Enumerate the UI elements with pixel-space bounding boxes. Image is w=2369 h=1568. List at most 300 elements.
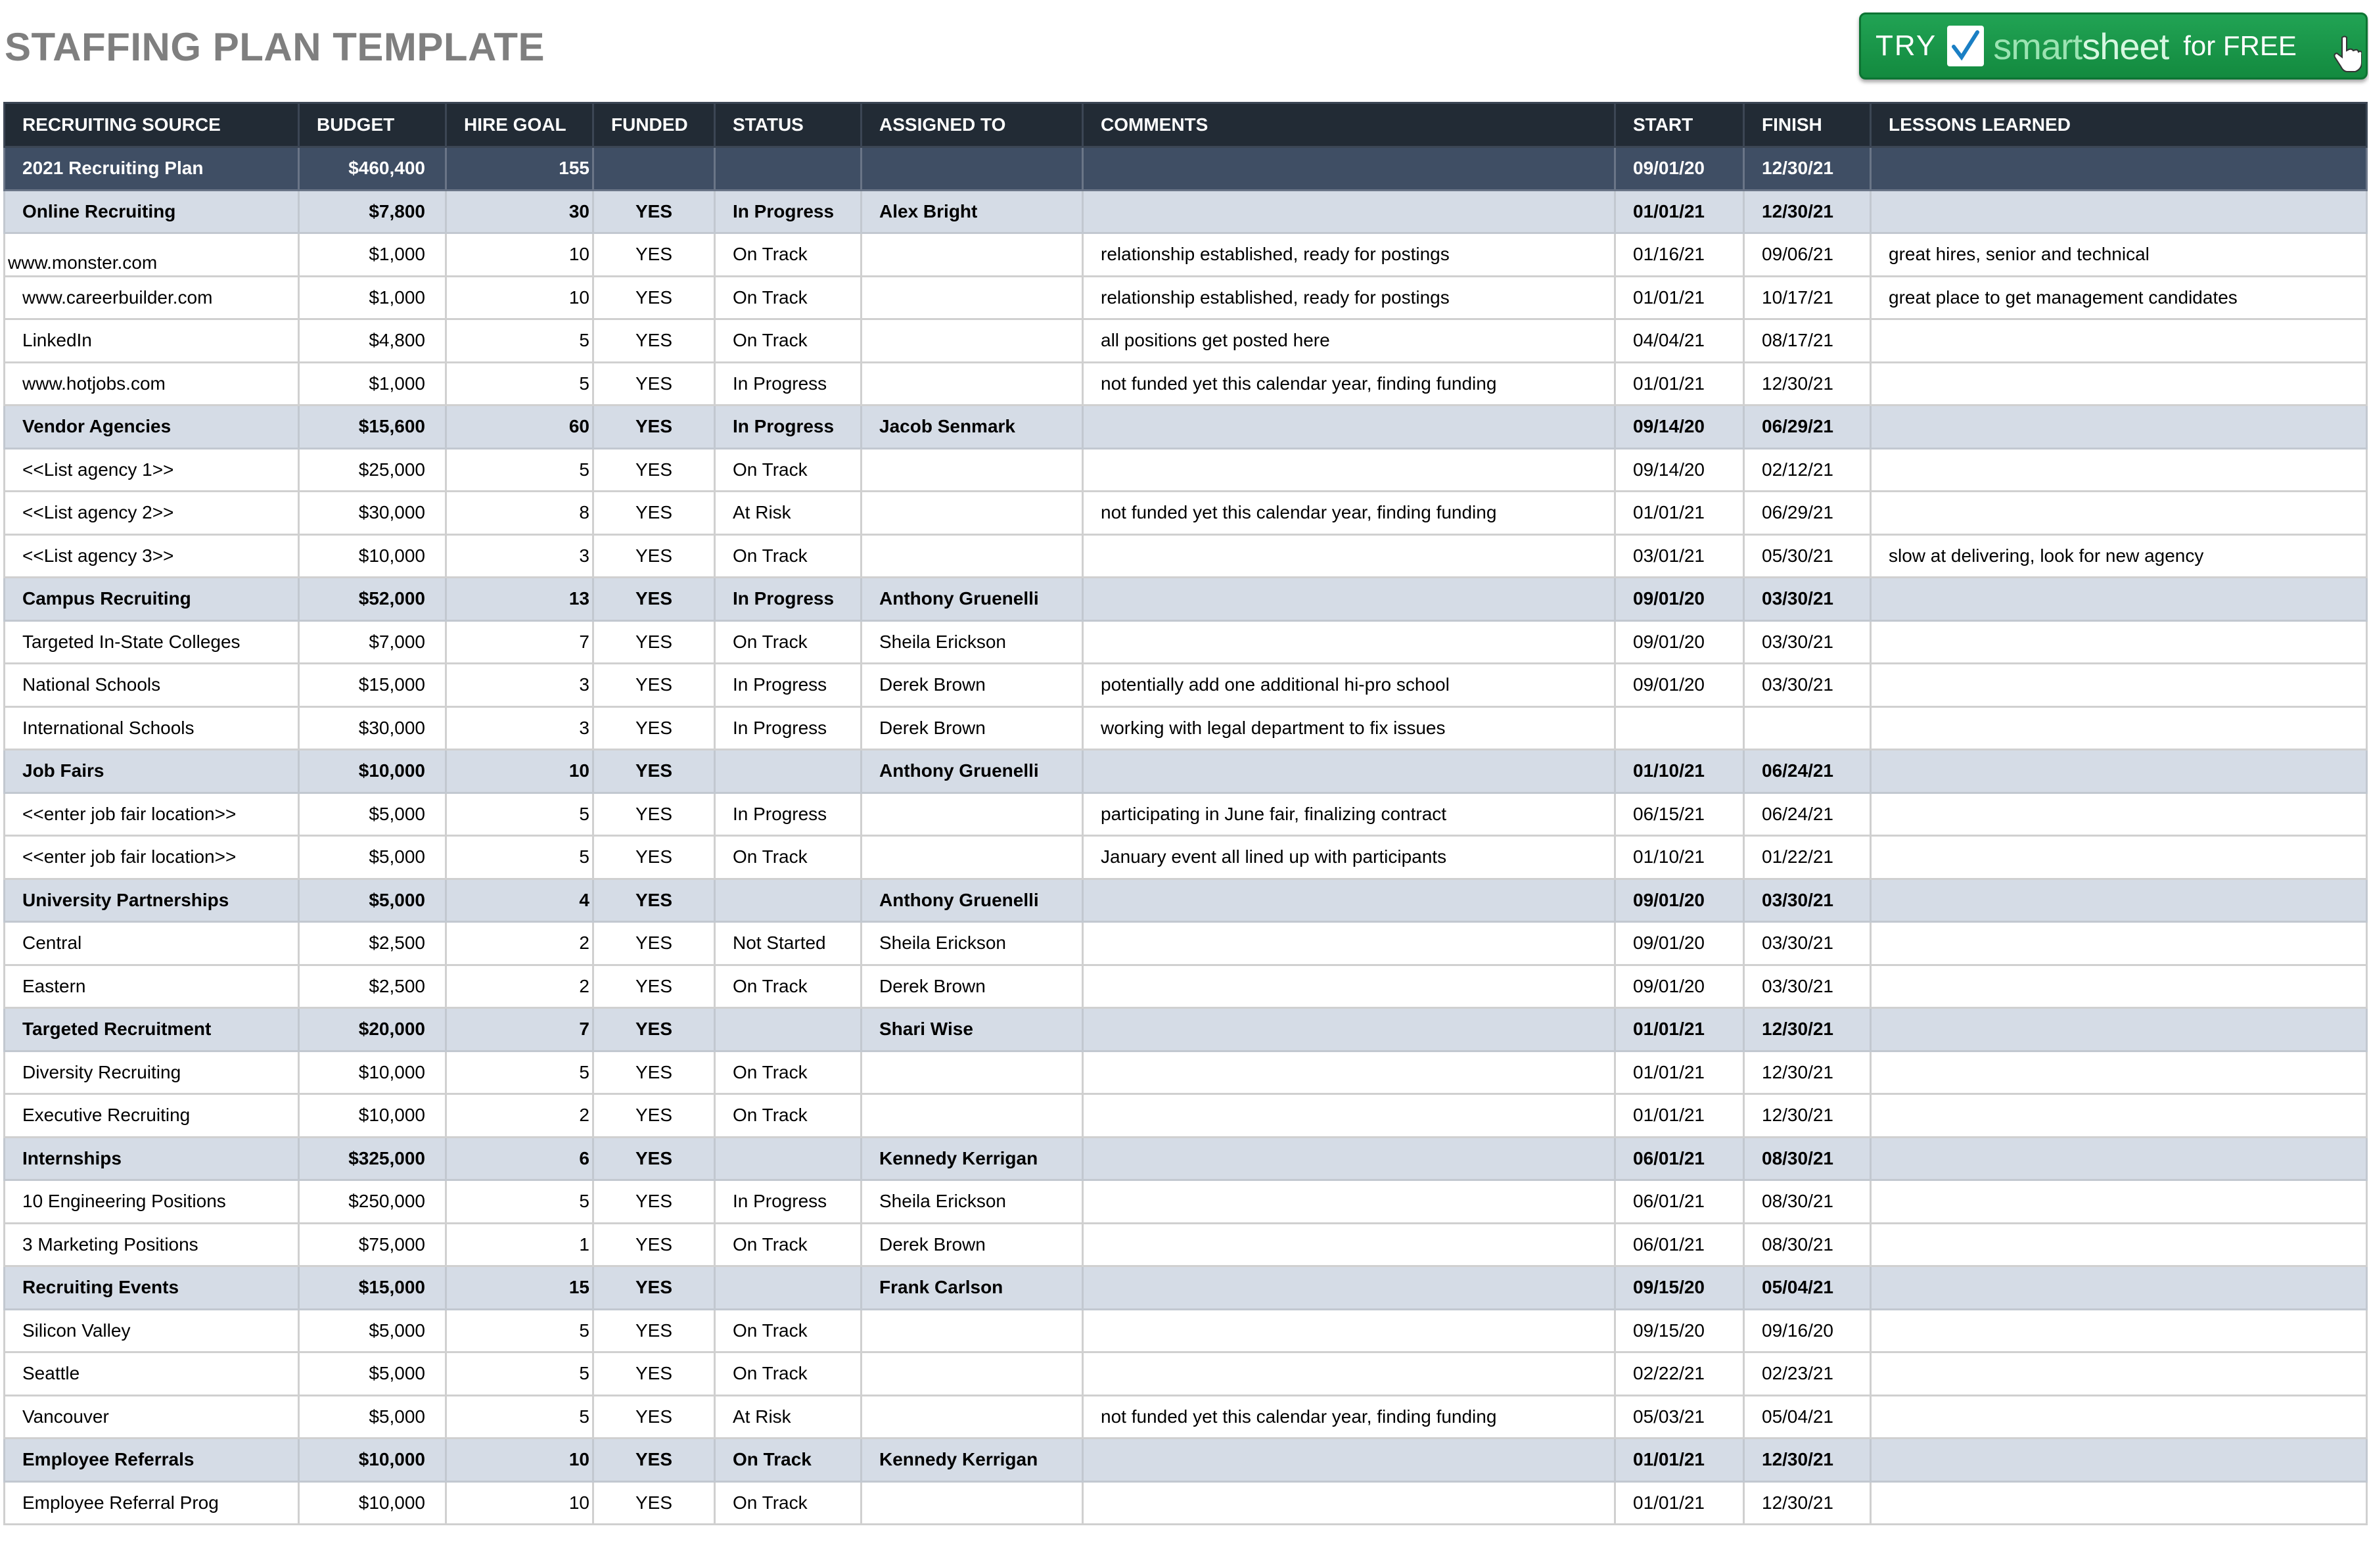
column-header-budget[interactable]: BUDGET: [299, 103, 446, 147]
cell-recruiting-source[interactable]: Silicon Valley: [5, 1309, 299, 1352]
cell-comments[interactable]: [1083, 448, 1615, 492]
cell-funded[interactable]: YES: [593, 1266, 715, 1310]
cell-comments[interactable]: [1083, 1223, 1615, 1266]
cell-status[interactable]: On Track: [715, 319, 862, 363]
cell-finish[interactable]: 10/17/21: [1744, 276, 1871, 319]
cell-status[interactable]: At Risk: [715, 492, 862, 535]
cell-comments[interactable]: [1083, 190, 1615, 233]
cell-status[interactable]: On Track: [715, 836, 862, 879]
cell-budget[interactable]: $15,000: [299, 664, 446, 707]
cell-funded[interactable]: YES: [593, 879, 715, 922]
cell-recruiting-source[interactable]: Employee Referral Prog: [5, 1481, 299, 1525]
cell-status[interactable]: On Track: [715, 965, 862, 1008]
cell-hire-goal[interactable]: 6: [446, 1137, 593, 1180]
cell-finish[interactable]: 06/24/21: [1744, 793, 1871, 836]
cell-start[interactable]: 01/01/21: [1615, 1439, 1744, 1482]
cell-start[interactable]: [1615, 706, 1744, 750]
cell-start[interactable]: 09/15/20: [1615, 1309, 1744, 1352]
cell-lessons-learned[interactable]: [1871, 1008, 2367, 1051]
cell-recruiting-source[interactable]: Vancouver: [5, 1395, 299, 1439]
cell-hire-goal[interactable]: 3: [446, 664, 593, 707]
cell-finish[interactable]: 12/30/21: [1744, 1439, 1871, 1482]
cell-assigned-to[interactable]: [862, 492, 1083, 535]
cell-assigned-to[interactable]: Kennedy Kerrigan: [862, 1137, 1083, 1180]
cell-recruiting-source[interactable]: LinkedIn: [5, 319, 299, 363]
cell-recruiting-source[interactable]: National Schools: [5, 664, 299, 707]
cell-assigned-to[interactable]: [862, 233, 1083, 277]
cell-status[interactable]: On Track: [715, 1051, 862, 1094]
cell-lessons-learned[interactable]: [1871, 1051, 2367, 1094]
cell-start[interactable]: 01/01/21: [1615, 492, 1744, 535]
cell-lessons-learned[interactable]: [1871, 1481, 2367, 1525]
cell-finish[interactable]: 05/30/21: [1744, 534, 1871, 578]
cell-assigned-to[interactable]: [862, 534, 1083, 578]
cell-status[interactable]: In Progress: [715, 1180, 862, 1224]
cell-funded[interactable]: YES: [593, 1395, 715, 1439]
cell-funded[interactable]: YES: [593, 836, 715, 879]
cell-finish[interactable]: 12/30/21: [1744, 147, 1871, 191]
cell-assigned-to[interactable]: Anthony Gruenelli: [862, 750, 1083, 793]
cell-budget[interactable]: $7,000: [299, 620, 446, 664]
cell-comments[interactable]: [1083, 147, 1615, 191]
cell-lessons-learned[interactable]: [1871, 1309, 2367, 1352]
cell-funded[interactable]: YES: [593, 578, 715, 621]
cell-start[interactable]: 09/14/20: [1615, 448, 1744, 492]
cell-comments[interactable]: [1083, 1481, 1615, 1525]
cell-lessons-learned[interactable]: great hires, senior and technical: [1871, 233, 2367, 277]
cell-assigned-to[interactable]: Sheila Erickson: [862, 922, 1083, 965]
cell-lessons-learned[interactable]: [1871, 1180, 2367, 1224]
column-header-status[interactable]: STATUS: [715, 103, 862, 147]
cell-comments[interactable]: [1083, 534, 1615, 578]
cell-budget[interactable]: $30,000: [299, 706, 446, 750]
cell-status[interactable]: On Track: [715, 1439, 862, 1482]
cell-start[interactable]: 05/03/21: [1615, 1395, 1744, 1439]
cell-hire-goal[interactable]: 1: [446, 1223, 593, 1266]
cell-finish[interactable]: 12/30/21: [1744, 1051, 1871, 1094]
cell-lessons-learned[interactable]: [1871, 836, 2367, 879]
column-header-comments[interactable]: COMMENTS: [1083, 103, 1615, 147]
cell-comments[interactable]: all positions get posted here: [1083, 319, 1615, 363]
cell-assigned-to[interactable]: Derek Brown: [862, 664, 1083, 707]
cell-hire-goal[interactable]: 7: [446, 620, 593, 664]
cell-budget[interactable]: $30,000: [299, 492, 446, 535]
cell-status[interactable]: In Progress: [715, 578, 862, 621]
cell-funded[interactable]: YES: [593, 620, 715, 664]
cell-recruiting-source[interactable]: Vendor Agencies: [5, 405, 299, 449]
cell-lessons-learned[interactable]: [1871, 793, 2367, 836]
cell-funded[interactable]: YES: [593, 1051, 715, 1094]
cell-recruiting-source[interactable]: Employee Referrals: [5, 1439, 299, 1482]
cell-start[interactable]: 01/01/21: [1615, 276, 1744, 319]
cell-status[interactable]: [715, 750, 862, 793]
cell-budget[interactable]: $75,000: [299, 1223, 446, 1266]
cell-hire-goal[interactable]: 5: [446, 793, 593, 836]
cell-hire-goal[interactable]: 2: [446, 965, 593, 1008]
cell-finish[interactable]: 12/30/21: [1744, 1094, 1871, 1138]
cell-recruiting-source[interactable]: 2021 Recruiting Plan: [5, 147, 299, 191]
cell-funded[interactable]: YES: [593, 664, 715, 707]
cell-funded[interactable]: YES: [593, 1352, 715, 1396]
cell-lessons-learned[interactable]: [1871, 664, 2367, 707]
cell-start[interactable]: 03/01/21: [1615, 534, 1744, 578]
cell-budget[interactable]: $2,500: [299, 965, 446, 1008]
cell-hire-goal[interactable]: 10: [446, 233, 593, 277]
cell-funded[interactable]: YES: [593, 233, 715, 277]
cell-lessons-learned[interactable]: [1871, 147, 2367, 191]
column-header-funded[interactable]: FUNDED: [593, 103, 715, 147]
cell-assigned-to[interactable]: [862, 448, 1083, 492]
cell-comments[interactable]: relationship established, ready for postings: [1083, 276, 1615, 319]
cell-status[interactable]: In Progress: [715, 362, 862, 405]
cell-status[interactable]: In Progress: [715, 190, 862, 233]
cell-start[interactable]: 09/01/20: [1615, 922, 1744, 965]
cell-status[interactable]: In Progress: [715, 793, 862, 836]
cell-status[interactable]: In Progress: [715, 405, 862, 449]
cell-hire-goal[interactable]: 2: [446, 922, 593, 965]
cell-start[interactable]: 09/01/20: [1615, 965, 1744, 1008]
cell-start[interactable]: 09/01/20: [1615, 578, 1744, 621]
cell-hire-goal[interactable]: 60: [446, 405, 593, 449]
cell-comments[interactable]: not funded yet this calendar year, finding funding: [1083, 1395, 1615, 1439]
cell-status[interactable]: On Track: [715, 448, 862, 492]
cell-budget[interactable]: $2,500: [299, 922, 446, 965]
cell-comments[interactable]: [1083, 965, 1615, 1008]
cell-hire-goal[interactable]: 5: [446, 362, 593, 405]
cell-finish[interactable]: 03/30/21: [1744, 664, 1871, 707]
cell-status[interactable]: On Track: [715, 1352, 862, 1396]
cell-recruiting-source[interactable]: 3 Marketing Positions: [5, 1223, 299, 1266]
cell-status[interactable]: On Track: [715, 1481, 862, 1525]
cell-comments[interactable]: working with legal department to fix issues: [1083, 706, 1615, 750]
cell-finish[interactable]: 05/04/21: [1744, 1266, 1871, 1310]
cell-funded[interactable]: YES: [593, 1137, 715, 1180]
cell-start[interactable]: 09/01/20: [1615, 620, 1744, 664]
cell-status[interactable]: [715, 1137, 862, 1180]
cell-start[interactable]: 06/15/21: [1615, 793, 1744, 836]
cell-comments[interactable]: [1083, 1352, 1615, 1396]
cell-lessons-learned[interactable]: [1871, 362, 2367, 405]
cell-budget[interactable]: $1,000: [299, 362, 446, 405]
cell-lessons-learned[interactable]: [1871, 706, 2367, 750]
cell-funded[interactable]: YES: [593, 448, 715, 492]
cell-assigned-to[interactable]: Frank Carlson: [862, 1266, 1083, 1310]
cell-comments[interactable]: [1083, 1008, 1615, 1051]
cell-budget[interactable]: $10,000: [299, 1094, 446, 1138]
cell-recruiting-source[interactable]: Central: [5, 922, 299, 965]
cell-budget[interactable]: $10,000: [299, 534, 446, 578]
cell-finish[interactable]: 08/30/21: [1744, 1137, 1871, 1180]
cell-hire-goal[interactable]: 10: [446, 276, 593, 319]
cell-recruiting-source[interactable]: Recruiting Events: [5, 1266, 299, 1310]
cell-budget[interactable]: $5,000: [299, 879, 446, 922]
cell-comments[interactable]: [1083, 922, 1615, 965]
cell-funded[interactable]: YES: [593, 750, 715, 793]
cell-finish[interactable]: 08/30/21: [1744, 1223, 1871, 1266]
cell-funded[interactable]: YES: [593, 1008, 715, 1051]
cell-finish[interactable]: [1744, 706, 1871, 750]
cell-finish[interactable]: 08/17/21: [1744, 319, 1871, 363]
column-header-hire-goal[interactable]: HIRE GOAL: [446, 103, 593, 147]
cell-finish[interactable]: 03/30/21: [1744, 879, 1871, 922]
cell-recruiting-source[interactable]: <<enter job fair location>>: [5, 836, 299, 879]
cell-comments[interactable]: [1083, 578, 1615, 621]
cell-assigned-to[interactable]: Alex Bright: [862, 190, 1083, 233]
cell-recruiting-source[interactable]: Online Recruiting: [5, 190, 299, 233]
cell-start[interactable]: 01/10/21: [1615, 836, 1744, 879]
cell-finish[interactable]: 12/30/21: [1744, 190, 1871, 233]
cell-hire-goal[interactable]: 155: [446, 147, 593, 191]
cell-comments[interactable]: [1083, 1094, 1615, 1138]
cell-status[interactable]: [715, 879, 862, 922]
cell-budget[interactable]: $10,000: [299, 750, 446, 793]
cell-comments[interactable]: [1083, 1051, 1615, 1094]
cell-assigned-to[interactable]: [862, 1352, 1083, 1396]
cell-hire-goal[interactable]: 7: [446, 1008, 593, 1051]
cell-assigned-to[interactable]: [862, 1051, 1083, 1094]
cell-comments[interactable]: [1083, 750, 1615, 793]
cell-budget[interactable]: $5,000: [299, 1309, 446, 1352]
cell-lessons-learned[interactable]: [1871, 448, 2367, 492]
cell-lessons-learned[interactable]: [1871, 750, 2367, 793]
cell-assigned-to[interactable]: Derek Brown: [862, 965, 1083, 1008]
cell-finish[interactable]: 06/29/21: [1744, 405, 1871, 449]
cell-assigned-to[interactable]: Anthony Gruenelli: [862, 879, 1083, 922]
cell-assigned-to[interactable]: [862, 276, 1083, 319]
cell-recruiting-source[interactable]: <<List agency 1>>: [5, 448, 299, 492]
cell-funded[interactable]: YES: [593, 922, 715, 965]
cell-comments[interactable]: [1083, 1137, 1615, 1180]
cell-hire-goal[interactable]: 5: [446, 1395, 593, 1439]
cell-assigned-to[interactable]: Shari Wise: [862, 1008, 1083, 1051]
cell-budget[interactable]: $460,400: [299, 147, 446, 191]
cell-comments[interactable]: [1083, 1180, 1615, 1224]
cell-hire-goal[interactable]: 10: [446, 1439, 593, 1482]
column-header-assigned-to[interactable]: ASSIGNED TO: [862, 103, 1083, 147]
cell-start[interactable]: 01/01/21: [1615, 1094, 1744, 1138]
cell-finish[interactable]: 03/30/21: [1744, 578, 1871, 621]
cell-start[interactable]: 01/01/21: [1615, 362, 1744, 405]
cell-budget[interactable]: $250,000: [299, 1180, 446, 1224]
column-header-lessons-learned[interactable]: LESSONS LEARNED: [1871, 103, 2367, 147]
cell-finish[interactable]: 03/30/21: [1744, 922, 1871, 965]
cell-assigned-to[interactable]: [862, 1481, 1083, 1525]
cell-comments[interactable]: [1083, 1439, 1615, 1482]
cell-hire-goal[interactable]: 3: [446, 706, 593, 750]
cell-funded[interactable]: YES: [593, 1481, 715, 1525]
cell-recruiting-source[interactable]: 10 Engineering Positions: [5, 1180, 299, 1224]
cell-status[interactable]: On Track: [715, 534, 862, 578]
cell-finish[interactable]: 09/16/20: [1744, 1309, 1871, 1352]
cell-recruiting-source[interactable]: Job Fairs: [5, 750, 299, 793]
cell-finish[interactable]: 06/29/21: [1744, 492, 1871, 535]
cell-comments[interactable]: [1083, 405, 1615, 449]
cell-funded[interactable]: YES: [593, 1439, 715, 1482]
cell-assigned-to[interactable]: Kennedy Kerrigan: [862, 1439, 1083, 1482]
cell-funded[interactable]: YES: [593, 492, 715, 535]
cell-funded[interactable]: YES: [593, 534, 715, 578]
cell-budget[interactable]: $1,000: [299, 233, 446, 277]
cell-budget[interactable]: $5,000: [299, 793, 446, 836]
cell-recruiting-source[interactable]: www.careerbuilder.com: [5, 276, 299, 319]
cell-budget[interactable]: $325,000: [299, 1137, 446, 1180]
cell-lessons-learned[interactable]: [1871, 620, 2367, 664]
cell-budget[interactable]: $5,000: [299, 836, 446, 879]
cell-funded[interactable]: YES: [593, 1180, 715, 1224]
cell-funded[interactable]: YES: [593, 190, 715, 233]
cell-comments[interactable]: potentially add one additional hi-pro school: [1083, 664, 1615, 707]
cell-budget[interactable]: $10,000: [299, 1051, 446, 1094]
cell-assigned-to[interactable]: [862, 362, 1083, 405]
cell-comments[interactable]: [1083, 1309, 1615, 1352]
cell-hire-goal[interactable]: 5: [446, 1180, 593, 1224]
cell-finish[interactable]: 02/12/21: [1744, 448, 1871, 492]
cell-comments[interactable]: not funded yet this calendar year, finding funding: [1083, 362, 1615, 405]
cell-finish[interactable]: 01/22/21: [1744, 836, 1871, 879]
cell-recruiting-source[interactable]: Eastern: [5, 965, 299, 1008]
cell-assigned-to[interactable]: Sheila Erickson: [862, 1180, 1083, 1224]
cell-start[interactable]: 09/01/20: [1615, 879, 1744, 922]
cell-comments[interactable]: not funded yet this calendar year, finding funding: [1083, 492, 1615, 535]
cell-budget[interactable]: $7,800: [299, 190, 446, 233]
cell-finish[interactable]: 06/24/21: [1744, 750, 1871, 793]
cell-recruiting-source[interactable]: Internships: [5, 1137, 299, 1180]
cell-finish[interactable]: 09/06/21: [1744, 233, 1871, 277]
cell-lessons-learned[interactable]: [1871, 1352, 2367, 1396]
cell-assigned-to[interactable]: [862, 319, 1083, 363]
cell-start[interactable]: 01/01/21: [1615, 190, 1744, 233]
cell-status[interactable]: On Track: [715, 1223, 862, 1266]
cell-start[interactable]: 04/04/21: [1615, 319, 1744, 363]
cell-budget[interactable]: $52,000: [299, 578, 446, 621]
cell-recruiting-source[interactable]: <<List agency 3>>: [5, 534, 299, 578]
cell-funded[interactable]: YES: [593, 362, 715, 405]
cell-finish[interactable]: 03/30/21: [1744, 620, 1871, 664]
cell-assigned-to[interactable]: [862, 793, 1083, 836]
cell-lessons-learned[interactable]: [1871, 578, 2367, 621]
cell-start[interactable]: 09/01/20: [1615, 664, 1744, 707]
cell-funded[interactable]: YES: [593, 276, 715, 319]
cell-start[interactable]: 02/22/21: [1615, 1352, 1744, 1396]
cell-finish[interactable]: 03/30/21: [1744, 965, 1871, 1008]
cell-budget[interactable]: $15,600: [299, 405, 446, 449]
cell-finish[interactable]: 12/30/21: [1744, 1481, 1871, 1525]
cell-status[interactable]: Not Started: [715, 922, 862, 965]
cell-recruiting-source[interactable]: University Partnerships: [5, 879, 299, 922]
cell-lessons-learned[interactable]: [1871, 1223, 2367, 1266]
cell-recruiting-source[interactable]: Campus Recruiting: [5, 578, 299, 621]
cell-finish[interactable]: 02/23/21: [1744, 1352, 1871, 1396]
cell-lessons-learned[interactable]: [1871, 405, 2367, 449]
cell-lessons-learned[interactable]: [1871, 1395, 2367, 1439]
cell-hire-goal[interactable]: 30: [446, 190, 593, 233]
cell-lessons-learned[interactable]: [1871, 922, 2367, 965]
cell-status[interactable]: On Track: [715, 276, 862, 319]
cell-comments[interactable]: [1083, 879, 1615, 922]
cell-comments[interactable]: [1083, 620, 1615, 664]
cell-status[interactable]: [715, 147, 862, 191]
cell-hire-goal[interactable]: 5: [446, 1051, 593, 1094]
cell-recruiting-source[interactable]: Targeted In-State Colleges: [5, 620, 299, 664]
cell-funded[interactable]: YES: [593, 319, 715, 363]
cell-funded[interactable]: YES: [593, 793, 715, 836]
cell-hire-goal[interactable]: 2: [446, 1094, 593, 1138]
cell-lessons-learned[interactable]: [1871, 1137, 2367, 1180]
try-smartsheet-button[interactable]: [1859, 12, 2368, 80]
cell-hire-goal[interactable]: 4: [446, 879, 593, 922]
cell-status[interactable]: On Track: [715, 620, 862, 664]
cell-start[interactable]: 09/01/20: [1615, 147, 1744, 191]
cell-recruiting-source[interactable]: Executive Recruiting: [5, 1094, 299, 1138]
cell-lessons-learned[interactable]: [1871, 1266, 2367, 1310]
cell-assigned-to[interactable]: [862, 147, 1083, 191]
cell-start[interactable]: 09/15/20: [1615, 1266, 1744, 1310]
cell-funded[interactable]: [593, 147, 715, 191]
cell-status[interactable]: At Risk: [715, 1395, 862, 1439]
cell-budget[interactable]: $4,800: [299, 319, 446, 363]
cell-hire-goal[interactable]: 5: [446, 1352, 593, 1396]
cell-start[interactable]: 01/16/21: [1615, 233, 1744, 277]
cell-funded[interactable]: YES: [593, 1223, 715, 1266]
cell-status[interactable]: In Progress: [715, 706, 862, 750]
column-header-start[interactable]: START: [1615, 103, 1744, 147]
cell-lessons-learned[interactable]: [1871, 319, 2367, 363]
cell-status[interactable]: [715, 1008, 862, 1051]
cell-status[interactable]: [715, 1266, 862, 1310]
cell-status[interactable]: On Track: [715, 1094, 862, 1138]
cell-lessons-learned[interactable]: great place to get management candidates: [1871, 276, 2367, 319]
cell-hire-goal[interactable]: 5: [446, 836, 593, 879]
cell-hire-goal[interactable]: 13: [446, 578, 593, 621]
cell-lessons-learned[interactable]: [1871, 1094, 2367, 1138]
cell-assigned-to[interactable]: Derek Brown: [862, 1223, 1083, 1266]
cell-comments[interactable]: participating in June fair, finalizing contract: [1083, 793, 1615, 836]
cell-funded[interactable]: YES: [593, 1094, 715, 1138]
cell-assigned-to[interactable]: [862, 1395, 1083, 1439]
cell-lessons-learned[interactable]: [1871, 492, 2367, 535]
cell-recruiting-source[interactable]: Seattle: [5, 1352, 299, 1396]
cell-start[interactable]: 06/01/21: [1615, 1137, 1744, 1180]
cell-lessons-learned[interactable]: [1871, 190, 2367, 233]
cell-finish[interactable]: 12/30/21: [1744, 1008, 1871, 1051]
cell-budget[interactable]: $15,000: [299, 1266, 446, 1310]
cell-funded[interactable]: YES: [593, 965, 715, 1008]
cell-hire-goal[interactable]: 15: [446, 1266, 593, 1310]
cell-recruiting-source[interactable]: Targeted Recruitment: [5, 1008, 299, 1051]
cell-comments[interactable]: relationship established, ready for postings: [1083, 233, 1615, 277]
cell-finish[interactable]: 12/30/21: [1744, 362, 1871, 405]
cell-budget[interactable]: $5,000: [299, 1395, 446, 1439]
cell-start[interactable]: 06/01/21: [1615, 1223, 1744, 1266]
cell-assigned-to[interactable]: Anthony Gruenelli: [862, 578, 1083, 621]
cell-lessons-learned[interactable]: slow at delivering, look for new agency: [1871, 534, 2367, 578]
cell-recruiting-source[interactable]: Diversity Recruiting: [5, 1051, 299, 1094]
cell-start[interactable]: 06/01/21: [1615, 1180, 1744, 1224]
cell-start[interactable]: 09/14/20: [1615, 405, 1744, 449]
cell-recruiting-source[interactable]: www.hotjobs.com: [5, 362, 299, 405]
cell-comments[interactable]: January event all lined up with participants: [1083, 836, 1615, 879]
cell-budget[interactable]: $10,000: [299, 1481, 446, 1525]
cell-budget[interactable]: $1,000: [299, 276, 446, 319]
cell-hire-goal[interactable]: 8: [446, 492, 593, 535]
cell-lessons-learned[interactable]: [1871, 1439, 2367, 1482]
cell-assigned-to[interactable]: [862, 1309, 1083, 1352]
cell-status[interactable]: On Track: [715, 1309, 862, 1352]
cell-hire-goal[interactable]: 5: [446, 1309, 593, 1352]
cell-lessons-learned[interactable]: [1871, 965, 2367, 1008]
cell-funded[interactable]: YES: [593, 706, 715, 750]
cell-assigned-to[interactable]: Derek Brown: [862, 706, 1083, 750]
